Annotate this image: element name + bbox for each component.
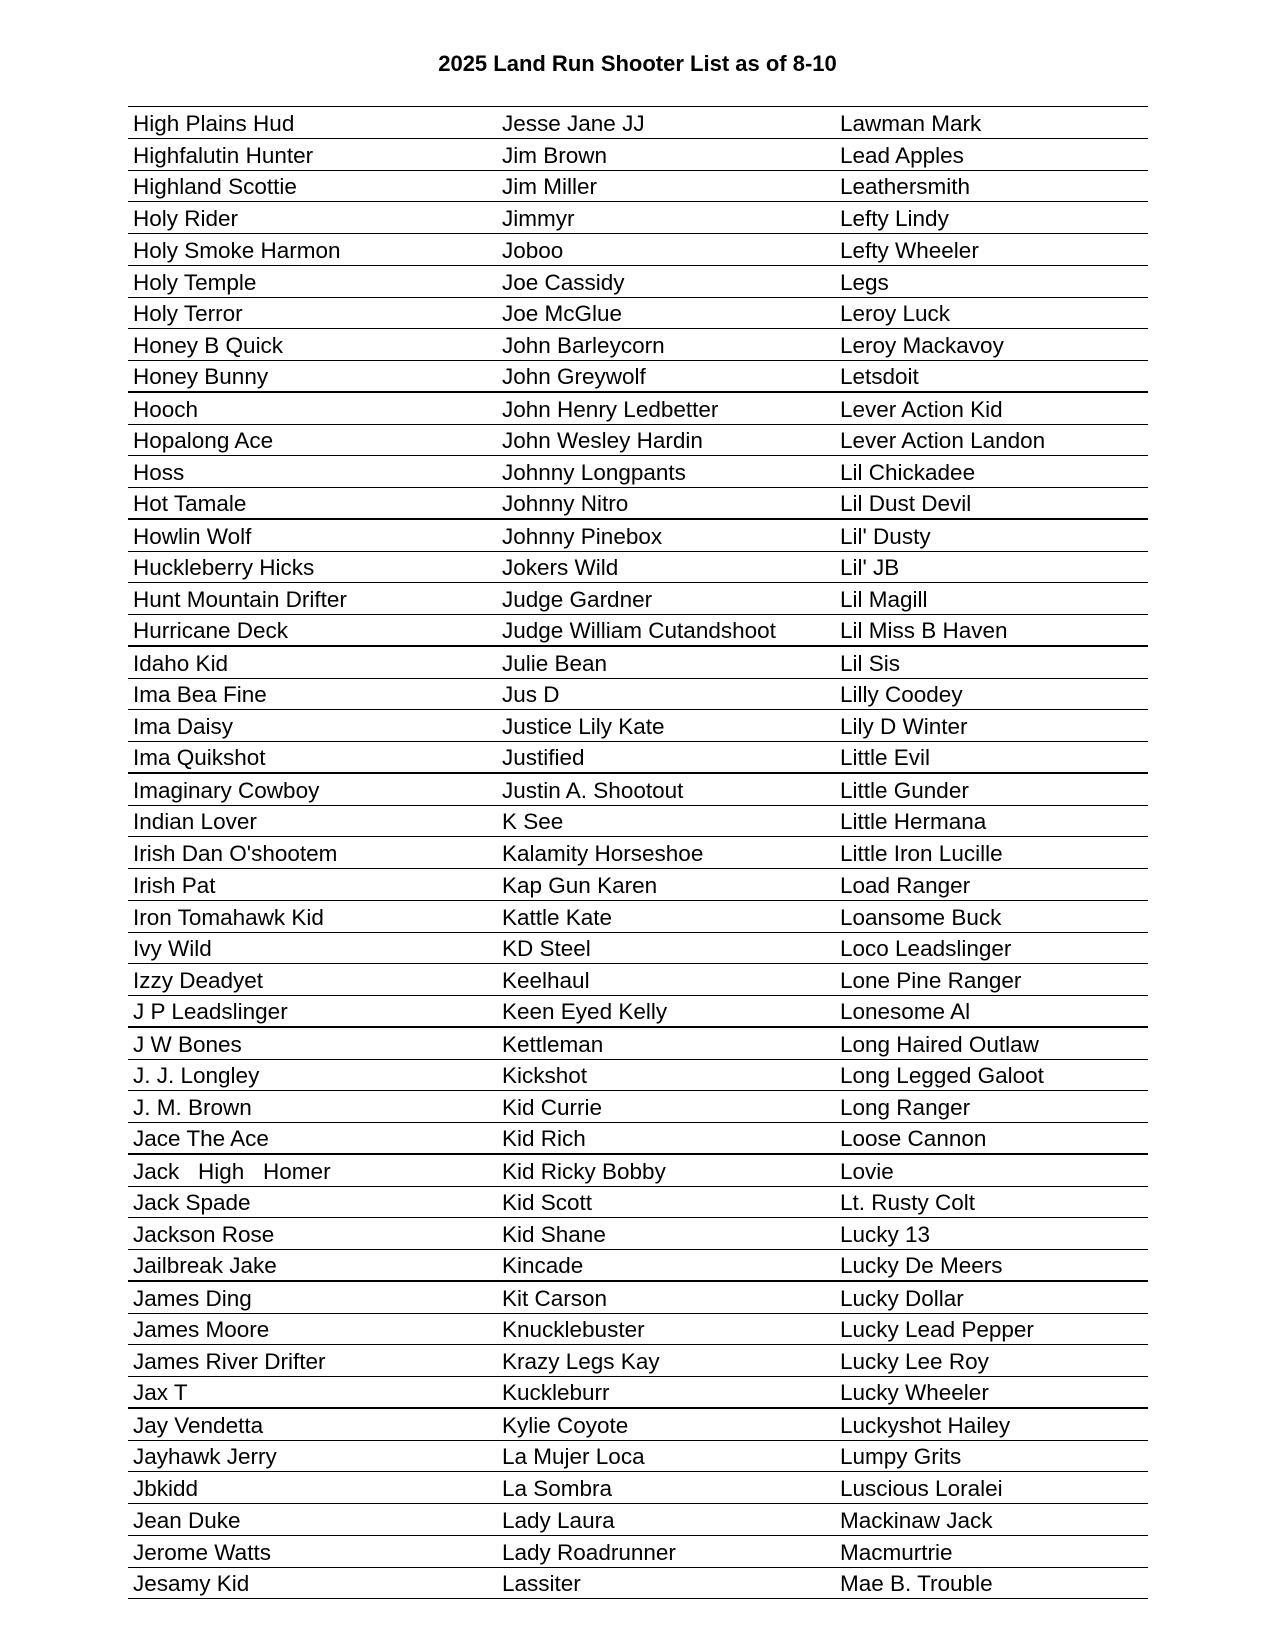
shooter-name-cell: Kuckleburr: [502, 1379, 610, 1405]
page-title: 2025 Land Run Shooter List as of 8-10: [438, 51, 837, 76]
shooter-name-cell: Lonesome Al: [840, 998, 971, 1024]
shooter-name-cell: Jailbreak Jake: [133, 1252, 277, 1278]
table-row: [128, 1441, 1148, 1473]
table-row: [128, 456, 1148, 488]
shooter-name-cell: Imaginary Cowboy: [133, 777, 320, 803]
table-row: [128, 552, 1148, 584]
shooter-name-cell: Little Evil: [840, 744, 931, 770]
shooter-name-cell: K See: [502, 809, 564, 835]
shooter-name-cell: Kid Rich: [502, 1125, 586, 1151]
shooter-name-cell: Honey Bunny: [133, 363, 269, 389]
shooter-name-cell: Johnny Longpants: [502, 460, 686, 485]
table-row: [128, 583, 1148, 615]
shooter-name-cell: Lead Apples: [840, 142, 964, 168]
shooter-name-cell: Indian Lover: [133, 809, 257, 835]
shooter-name-cell: Holy Temple: [133, 269, 257, 295]
shooter-name-cell: Loose Cannon: [840, 1125, 987, 1151]
shooter-name-cell: Lassiter: [502, 1571, 581, 1597]
shooter-name-cell: James River Drifter: [133, 1349, 326, 1374]
shooter-name-cell: Lil' JB: [840, 555, 900, 581]
table-row: [128, 615, 1148, 647]
table-row: [128, 1345, 1148, 1377]
shooter-name-cell: James Ding: [133, 1285, 252, 1311]
table-row: [128, 710, 1148, 742]
shooter-name-cell: Ima Bea Fine: [133, 682, 267, 708]
shooter-name-cell: Jim Brown: [502, 142, 608, 168]
shooter-name-cell: Lily D Winter: [840, 714, 968, 739]
shooter-name-cell: Justin A. Shootout: [502, 777, 684, 803]
table-row: [128, 107, 1148, 139]
shooter-name-cell: Krazy Legs Kay: [502, 1349, 660, 1374]
shooter-name-cell: Ivy Wild: [133, 936, 212, 962]
shooter-name-cell: Holy Smoke Harmon: [133, 237, 341, 263]
table-row: [128, 298, 1148, 330]
shooter-name-cell: Mae B. Trouble: [840, 1571, 993, 1597]
table-row: [128, 679, 1148, 711]
shooter-name-cell: Little Iron Lucille: [840, 841, 1003, 866]
shooter-name-cell: Judge Gardner: [502, 587, 653, 612]
shooter-name-cell: Luckyshot Hailey: [840, 1412, 1011, 1438]
shooter-name-cell: Leathersmith: [840, 174, 971, 200]
table-row: [128, 806, 1148, 838]
shooter-name-cell: Lil Miss B Haven: [840, 617, 1008, 643]
shooter-name-cell: Jimmyr: [502, 206, 575, 231]
shooter-name-cell: Lil Chickadee: [840, 460, 976, 485]
shooter-name-cell: Loco Leadslinger: [840, 936, 1012, 962]
shooter-name-cell: Holy Rider: [133, 206, 239, 231]
shooter-name-cell: Load Ranger: [840, 872, 971, 898]
shooter-name-cell: Hopalong Ace: [133, 428, 274, 454]
shooter-name-cell: Lucky De Meers: [840, 1252, 1003, 1278]
shooter-name-cell: Legs: [840, 269, 889, 295]
shooter-name-cell: Lucky Wheeler: [840, 1379, 989, 1405]
shooter-name-cell: J. M. Brown: [133, 1095, 252, 1120]
shooter-name-cell: Johnny Pinebox: [502, 523, 663, 549]
table-row: [128, 774, 1148, 806]
shooter-name-cell: Jack High Homer: [133, 1158, 331, 1184]
shooter-name-cell: Lucky Lee Roy: [840, 1349, 989, 1374]
shooter-name-cell: Kylie Coyote: [502, 1412, 629, 1438]
table-row: [128, 488, 1148, 520]
shooter-name-cell: Kid Currie: [502, 1095, 603, 1120]
shooter-name-cell: J W Bones: [133, 1031, 242, 1057]
shooter-name-cell: Kattle Kate: [502, 904, 613, 930]
shooter-name-cell: Johnny Nitro: [502, 490, 629, 516]
shooter-name-cell: Keelhaul: [502, 968, 590, 993]
shooter-name-cell: Kid Scott: [502, 1190, 593, 1216]
shooter-name-cell: Jace The Ace: [133, 1125, 269, 1151]
shooter-name-cell: Lil Dust Devil: [840, 490, 972, 516]
table-row: [128, 171, 1148, 203]
shooter-name-cell: Leroy Luck: [840, 301, 951, 327]
shooter-name-cell: Long Haired Outlaw: [840, 1031, 1039, 1057]
shooter-name-cell: Judge William Cutandshoot: [502, 617, 776, 643]
shooter-name-cell: Howlin Wolf: [133, 523, 252, 549]
shooter-name-cell: Jus D: [502, 682, 560, 708]
shooter-name-cell: Long Ranger: [840, 1095, 971, 1120]
table-row: [128, 1218, 1148, 1250]
table-row: [128, 1568, 1148, 1600]
shooter-name-cell: Joe Cassidy: [502, 269, 625, 295]
shooter-name-cell: Little Gunder: [840, 777, 969, 803]
table-row: [128, 1282, 1148, 1314]
shooter-name-cell: KD Steel: [502, 936, 591, 962]
shooter-name-cell: Jokers Wild: [502, 555, 619, 581]
shooter-name-cell: Jerome Watts: [133, 1539, 271, 1565]
shooter-name-cell: Kid Shane: [502, 1222, 606, 1247]
shooter-name-cell: Hoss: [133, 460, 185, 485]
shooter-name-cell: Jack Spade: [133, 1190, 251, 1216]
shooter-name-cell: Lady Laura: [502, 1507, 615, 1533]
shooter-name-cell: Luscious Loralei: [840, 1476, 1003, 1501]
shooter-name-cell: Lilly Coodey: [840, 682, 963, 708]
shooter-name-cell: Kalamity Horseshoe: [502, 841, 704, 866]
shooter-name-cell: Ima Daisy: [133, 714, 234, 739]
table-row: [128, 1377, 1148, 1409]
shooter-name-cell: Ima Quikshot: [133, 744, 266, 770]
shooter-name-cell: Idaho Kid: [133, 650, 229, 676]
shooter-name-cell: Lefty Lindy: [840, 206, 949, 231]
table-row: [128, 964, 1148, 996]
shooter-name-cell: Hooch: [133, 396, 199, 422]
table-row: [128, 329, 1148, 361]
shooter-list-table: [128, 106, 1148, 1599]
shooter-name-cell: Jim Miller: [502, 174, 597, 200]
table-row: [128, 1250, 1148, 1282]
shooter-name-cell: John Barleycorn: [502, 333, 665, 358]
table-row: [128, 1028, 1148, 1060]
shooter-name-cell: Letsdoit: [840, 363, 919, 389]
table-row: [128, 1155, 1148, 1187]
table-row: [128, 1314, 1148, 1346]
shooter-name-cell: Lawman Mark: [840, 110, 982, 136]
table-row: [128, 1504, 1148, 1536]
shooter-name-cell: Macmurtrie: [840, 1539, 953, 1565]
shooter-name-cell: John Henry Ledbetter: [502, 396, 719, 422]
shooter-name-cell: Highfalutin Hunter: [133, 142, 314, 168]
shooter-name-cell: Long Legged Galoot: [840, 1063, 1044, 1089]
shooter-name-cell: Kickshot: [502, 1063, 588, 1089]
shooter-name-cell: Jesse Jane JJ: [502, 110, 645, 136]
table-row: [128, 1091, 1148, 1123]
table-row: [128, 1187, 1148, 1219]
table-row: [128, 933, 1148, 965]
shooter-name-cell: Kap Gun Karen: [502, 872, 658, 898]
table-row: [128, 202, 1148, 234]
shooter-name-cell: High Plains Hud: [133, 110, 295, 136]
table-row: [128, 139, 1148, 171]
shooter-name-cell: Lt. Rusty Colt: [840, 1190, 976, 1216]
shooter-name-cell: Little Hermana: [840, 809, 987, 835]
shooter-name-cell: Jackson Rose: [133, 1222, 275, 1247]
shooter-name-cell: J P Leadslinger: [133, 998, 288, 1024]
table-row: [128, 901, 1148, 933]
shooter-name-cell: Lumpy Grits: [840, 1444, 962, 1470]
table-row: [128, 1060, 1148, 1092]
shooter-name-cell: Mackinaw Jack: [840, 1507, 993, 1533]
shooter-name-cell: Kit Carson: [502, 1285, 608, 1311]
table-row: [128, 1123, 1148, 1155]
shooter-name-cell: James Moore: [133, 1317, 270, 1343]
shooter-name-cell: Lone Pine Ranger: [840, 968, 1022, 993]
shooter-name-cell: Lever Action Kid: [840, 396, 1003, 422]
shooter-name-cell: Huckleberry Hicks: [133, 555, 315, 581]
table-row: [128, 1409, 1148, 1441]
shooter-name-cell: La Mujer Loca: [502, 1444, 645, 1470]
shooter-name-cell: Hurricane Deck: [133, 617, 289, 643]
shooter-name-cell: Joboo: [502, 237, 564, 263]
shooter-name-cell: John Wesley Hardin: [502, 428, 703, 454]
shooter-name-cell: Jesamy Kid: [133, 1571, 250, 1597]
shooter-name-cell: Honey B Quick: [133, 333, 284, 358]
table-row: [128, 234, 1148, 266]
shooter-name-cell: Holy Terror: [133, 301, 243, 327]
table-row: [128, 869, 1148, 901]
shooter-name-cell: Lucky 13: [840, 1222, 931, 1247]
shooter-name-cell: Kettleman: [502, 1031, 604, 1057]
table-row: [128, 361, 1148, 393]
shooter-name-cell: Jayhawk Jerry: [133, 1444, 277, 1470]
shooter-name-cell: Keen Eyed Kelly: [502, 998, 668, 1024]
table-row: [128, 742, 1148, 774]
shooter-name-cell: Lovie: [840, 1158, 894, 1184]
table-row: [128, 1472, 1148, 1504]
shooter-name-cell: Joe McGlue: [502, 301, 623, 327]
shooter-name-cell: Kincade: [502, 1252, 584, 1278]
shooter-name-cell: Julie Bean: [502, 650, 608, 676]
shooter-name-cell: La Sombra: [502, 1476, 613, 1501]
table-row: [128, 996, 1148, 1028]
shooter-name-cell: Knucklebuster: [502, 1317, 645, 1343]
shooter-name-cell: Iron Tomahawk Kid: [133, 904, 324, 930]
shooter-name-cell: Hunt Mountain Drifter: [133, 587, 347, 612]
shooter-name-cell: Highland Scottie: [133, 174, 297, 200]
shooter-name-cell: Lady Roadrunner: [502, 1539, 676, 1565]
shooter-name-cell: Jbkidd: [133, 1476, 199, 1501]
shooter-name-cell: Leroy Mackavoy: [840, 333, 1004, 358]
shooter-name-cell: Justified: [502, 744, 585, 770]
table-row: [128, 393, 1148, 425]
shooter-name-cell: Irish Pat: [133, 872, 216, 898]
shooter-name-cell: Lucky Lead Pepper: [840, 1317, 1034, 1343]
table-row: [128, 520, 1148, 552]
shooter-name-cell: Lil Magill: [840, 587, 928, 612]
shooter-name-cell: Lefty Wheeler: [840, 237, 979, 263]
shooter-name-cell: Lil' Dusty: [840, 523, 931, 549]
shooter-name-cell: Jean Duke: [133, 1507, 241, 1533]
table-row: [128, 837, 1148, 869]
shooter-name-cell: Izzy Deadyet: [133, 968, 264, 993]
shooter-name-cell: Hot Tamale: [133, 490, 247, 516]
shooter-name-cell: Kid Ricky Bobby: [502, 1158, 666, 1184]
shooter-name-cell: Jax T: [133, 1379, 188, 1405]
shooter-name-cell: J. J. Longley: [133, 1063, 260, 1089]
table-row: [128, 266, 1148, 298]
table-row: [128, 647, 1148, 679]
shooter-name-cell: Irish Dan O'shootem: [133, 841, 338, 866]
shooter-name-cell: John Greywolf: [502, 363, 646, 389]
table-row: [128, 1536, 1148, 1568]
table-row: [128, 425, 1148, 457]
shooter-name-cell: Lucky Dollar: [840, 1285, 964, 1311]
shooter-name-cell: Lever Action Landon: [840, 428, 1046, 454]
shooter-name-cell: Loansome Buck: [840, 904, 1002, 930]
shooter-name-cell: Jay Vendetta: [133, 1412, 264, 1438]
shooter-name-cell: Justice Lily Kate: [502, 714, 665, 739]
shooter-name-cell: Lil Sis: [840, 650, 901, 676]
